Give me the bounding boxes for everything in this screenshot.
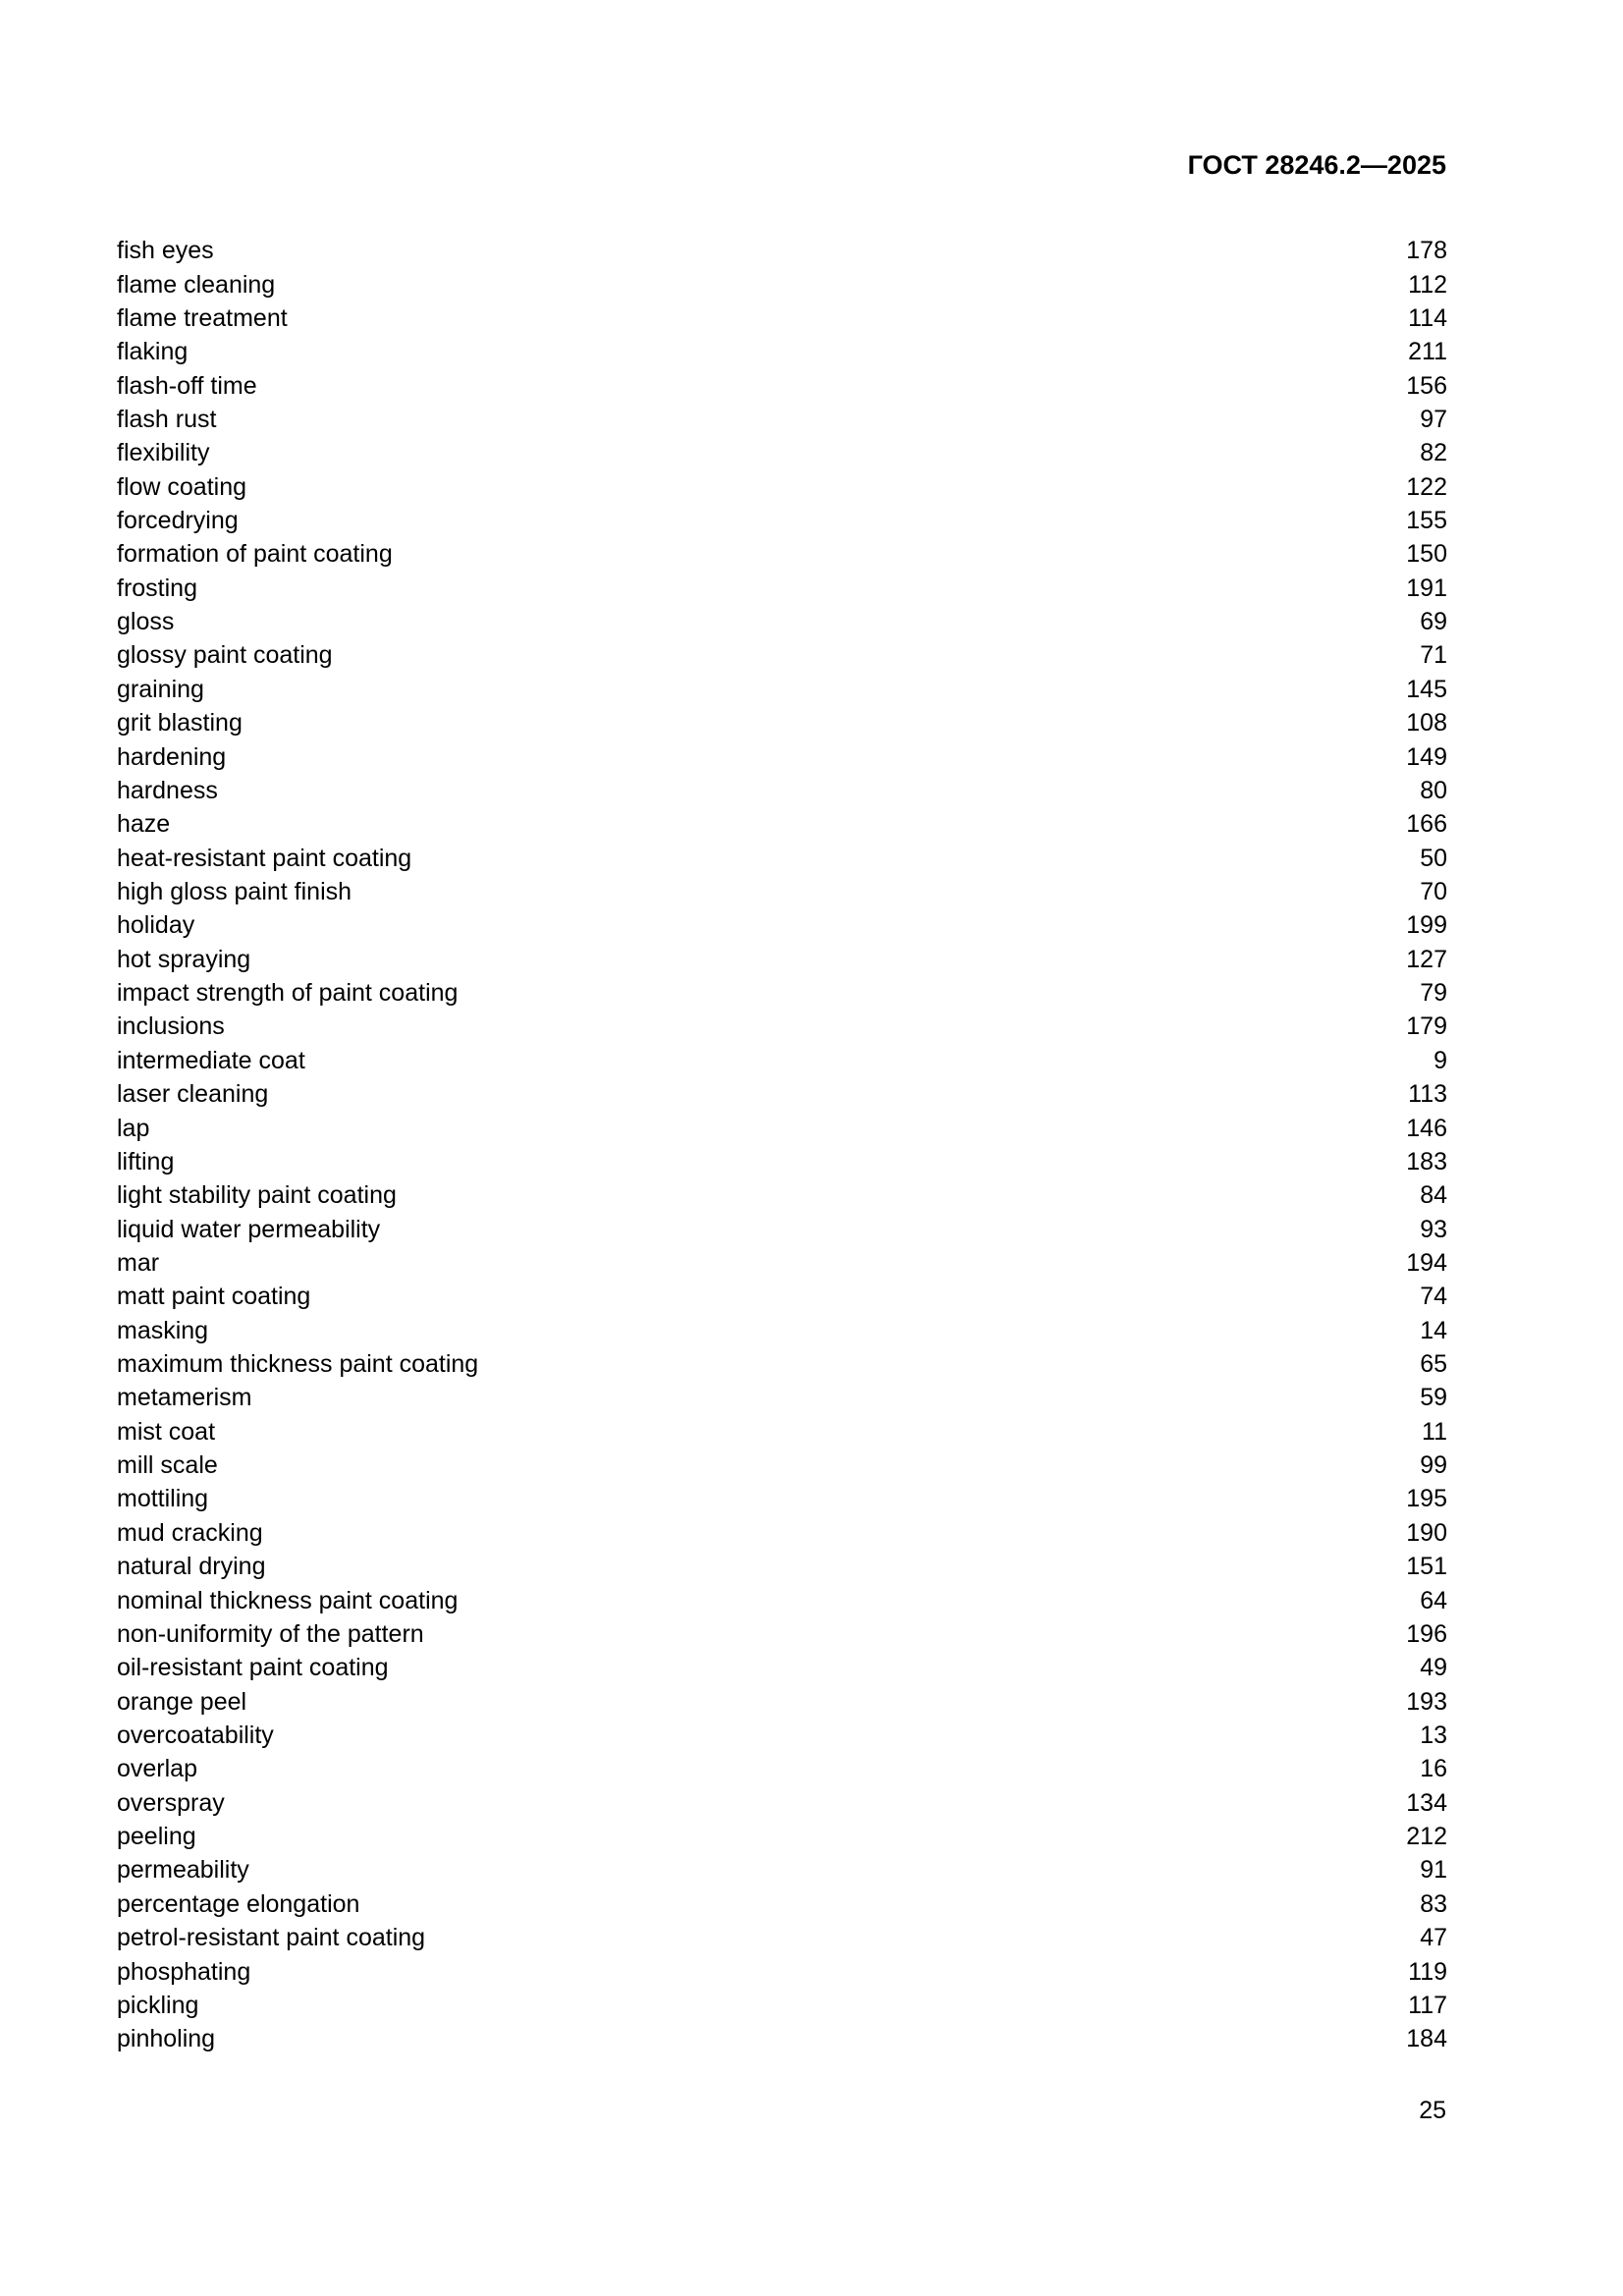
index-term: pinholing xyxy=(117,2025,216,2053)
index-term: light stability paint coating xyxy=(117,1181,397,1210)
index-number: 212 xyxy=(1406,1823,1447,1851)
index-row xyxy=(117,368,1447,402)
index-term: flame treatment xyxy=(117,303,288,332)
index-number: 74 xyxy=(1420,1283,1447,1311)
index-row xyxy=(117,673,1447,706)
index-row xyxy=(117,403,1447,436)
index-term: maximum thickness paint coating xyxy=(117,1350,479,1379)
index-term: metamerism xyxy=(117,1384,252,1412)
index-number: 195 xyxy=(1406,1485,1447,1513)
index-row xyxy=(117,267,1447,301)
index-number: 93 xyxy=(1420,1215,1447,1243)
index-number: 199 xyxy=(1406,911,1447,940)
index-row xyxy=(117,1280,1447,1313)
term-index-list xyxy=(117,234,1447,2055)
index-row xyxy=(117,875,1447,908)
index-term: natural drying xyxy=(117,1553,266,1581)
index-row xyxy=(117,943,1447,976)
index-row xyxy=(117,1516,1447,1550)
index-number: 82 xyxy=(1420,439,1447,467)
index-row xyxy=(117,1989,1447,2022)
index-row xyxy=(117,537,1447,571)
index-number: 151 xyxy=(1406,1553,1447,1581)
index-term: liquid water permeability xyxy=(117,1215,381,1243)
index-number: 80 xyxy=(1420,776,1447,804)
index-number: 113 xyxy=(1408,1080,1447,1109)
index-number: 146 xyxy=(1406,1114,1447,1142)
index-number: 97 xyxy=(1420,405,1447,433)
index-number: 91 xyxy=(1420,1856,1447,1885)
index-number: 49 xyxy=(1420,1654,1447,1682)
document-header: ГОСТ 28246.2—2025 xyxy=(1187,150,1446,180)
index-number: 134 xyxy=(1406,1788,1447,1817)
index-term: frosting xyxy=(117,574,197,602)
index-number: 114 xyxy=(1408,303,1447,332)
index-term: phosphating xyxy=(117,1957,251,1986)
index-row xyxy=(117,1314,1447,1347)
index-row xyxy=(117,436,1447,469)
index-term: heat-resistant paint coating xyxy=(117,844,412,872)
index-number: 183 xyxy=(1406,1147,1447,1175)
index-term: permeability xyxy=(117,1856,249,1885)
index-number: 155 xyxy=(1406,507,1447,535)
index-term: haze xyxy=(117,810,171,839)
index-term: grit blasting xyxy=(117,709,243,738)
index-term: nominal thickness paint coating xyxy=(117,1586,459,1614)
index-row xyxy=(117,1550,1447,1583)
index-term: hot spraying xyxy=(117,945,251,973)
index-row xyxy=(117,1651,1447,1684)
index-row xyxy=(117,1212,1447,1245)
index-number: 70 xyxy=(1420,878,1447,905)
index-number: 166 xyxy=(1406,810,1447,839)
index-number: 112 xyxy=(1408,270,1447,299)
index-number: 196 xyxy=(1406,1619,1447,1648)
index-number: 16 xyxy=(1420,1755,1447,1783)
index-number: 178 xyxy=(1406,237,1447,265)
index-row xyxy=(117,504,1447,537)
index-number: 79 xyxy=(1420,979,1447,1008)
index-term: peeling xyxy=(117,1823,196,1851)
index-row xyxy=(117,1111,1447,1144)
index-term: high gloss paint finish xyxy=(117,878,352,905)
index-row xyxy=(117,301,1447,335)
index-term: overspray xyxy=(117,1788,225,1817)
index-term: hardening xyxy=(117,742,227,771)
index-term: hardness xyxy=(117,776,218,804)
index-number: 127 xyxy=(1406,945,1447,973)
index-row xyxy=(117,1381,1447,1414)
index-number: 13 xyxy=(1420,1721,1447,1749)
index-number: 179 xyxy=(1406,1012,1447,1041)
index-row xyxy=(117,1684,1447,1718)
index-row xyxy=(117,706,1447,739)
index-number: 83 xyxy=(1420,1889,1447,1918)
index-term: pickling xyxy=(117,1991,199,2019)
index-term: overlap xyxy=(117,1755,197,1783)
index-row xyxy=(117,1752,1447,1785)
index-row xyxy=(117,1583,1447,1616)
index-number: 211 xyxy=(1408,338,1447,366)
index-term: impact strength of paint coating xyxy=(117,979,459,1008)
index-term: laser cleaning xyxy=(117,1080,269,1109)
index-term: matt paint coating xyxy=(117,1283,311,1311)
index-row xyxy=(117,1246,1447,1280)
index-row xyxy=(117,1145,1447,1178)
index-term: flow coating xyxy=(117,472,247,501)
index-row xyxy=(117,1786,1447,1820)
index-row xyxy=(117,841,1447,874)
index-row xyxy=(117,1415,1447,1449)
index-number: 11 xyxy=(1422,1417,1447,1446)
index-row xyxy=(117,1887,1447,1921)
index-number: 119 xyxy=(1408,1957,1447,1986)
index-row xyxy=(117,335,1447,368)
index-number: 145 xyxy=(1406,675,1447,703)
index-term: lap xyxy=(117,1114,150,1142)
index-term: graining xyxy=(117,675,204,703)
index-term: petrol-resistant paint coating xyxy=(117,1924,426,1952)
index-term: flash rust xyxy=(117,405,217,433)
index-term: lifting xyxy=(117,1147,175,1175)
index-number: 9 xyxy=(1434,1046,1447,1074)
index-row xyxy=(117,1921,1447,1954)
index-number: 14 xyxy=(1420,1316,1447,1344)
index-number: 156 xyxy=(1406,371,1447,400)
index-row xyxy=(117,234,1447,267)
index-row xyxy=(117,1178,1447,1212)
index-number: 191 xyxy=(1406,574,1447,602)
index-number: 117 xyxy=(1408,1991,1447,2019)
index-number: 71 xyxy=(1420,641,1447,670)
index-term: fish eyes xyxy=(117,237,214,265)
index-row xyxy=(117,1853,1447,1886)
index-number: 64 xyxy=(1420,1586,1447,1614)
index-row xyxy=(117,605,1447,638)
index-term: glossy paint coating xyxy=(117,641,333,670)
index-term: percentage elongation xyxy=(117,1889,360,1918)
index-term: mottiling xyxy=(117,1485,209,1513)
index-row xyxy=(117,1010,1447,1043)
index-term: overcoatability xyxy=(117,1721,274,1749)
index-number: 190 xyxy=(1406,1518,1447,1547)
index-number: 108 xyxy=(1406,709,1447,738)
index-number: 184 xyxy=(1406,2025,1447,2053)
index-number: 84 xyxy=(1420,1181,1447,1210)
index-term: flaking xyxy=(117,338,189,366)
index-number: 50 xyxy=(1420,844,1447,872)
index-row xyxy=(117,774,1447,807)
index-number: 122 xyxy=(1406,472,1447,501)
index-row xyxy=(117,572,1447,605)
page-number: 25 xyxy=(1419,2097,1446,2124)
index-number: 59 xyxy=(1420,1384,1447,1412)
index-row xyxy=(117,1954,1447,1988)
index-term: orange peel xyxy=(117,1687,247,1716)
index-number: 47 xyxy=(1420,1924,1447,1952)
index-row xyxy=(117,1449,1447,1482)
index-row xyxy=(117,1044,1447,1077)
index-term: inclusions xyxy=(117,1012,225,1041)
index-row xyxy=(117,976,1447,1010)
index-term: formation of paint coating xyxy=(117,540,393,569)
index-term: flame cleaning xyxy=(117,270,276,299)
index-term: mud cracking xyxy=(117,1518,263,1547)
index-row xyxy=(117,908,1447,942)
index-term: intermediate coat xyxy=(117,1046,305,1074)
index-term: flexibility xyxy=(117,439,210,467)
index-row xyxy=(117,1077,1447,1111)
index-term: holiday xyxy=(117,911,195,940)
index-term: non-uniformity of the pattern xyxy=(117,1619,424,1648)
index-row xyxy=(117,638,1447,672)
index-term: mar xyxy=(117,1248,160,1277)
index-row xyxy=(117,1719,1447,1752)
index-term: flash-off time xyxy=(117,371,257,400)
index-number: 150 xyxy=(1406,540,1447,569)
index-number: 194 xyxy=(1406,1248,1447,1277)
index-number: 99 xyxy=(1420,1451,1447,1480)
index-row xyxy=(117,739,1447,773)
index-row xyxy=(117,1820,1447,1853)
index-number: 65 xyxy=(1420,1350,1447,1379)
index-row xyxy=(117,1617,1447,1651)
index-term: masking xyxy=(117,1316,209,1344)
index-number: 193 xyxy=(1406,1687,1447,1716)
index-term: forcedrying xyxy=(117,507,239,535)
index-number: 149 xyxy=(1406,742,1447,771)
index-row xyxy=(117,1482,1447,1515)
index-row xyxy=(117,470,1447,504)
index-term: gloss xyxy=(117,608,175,636)
index-term: mill scale xyxy=(117,1451,218,1480)
index-number: 69 xyxy=(1420,608,1447,636)
index-term: oil-resistant paint coating xyxy=(117,1654,389,1682)
index-term: mist coat xyxy=(117,1417,216,1446)
index-row xyxy=(117,807,1447,841)
index-row xyxy=(117,2022,1447,2055)
index-row xyxy=(117,1347,1447,1381)
